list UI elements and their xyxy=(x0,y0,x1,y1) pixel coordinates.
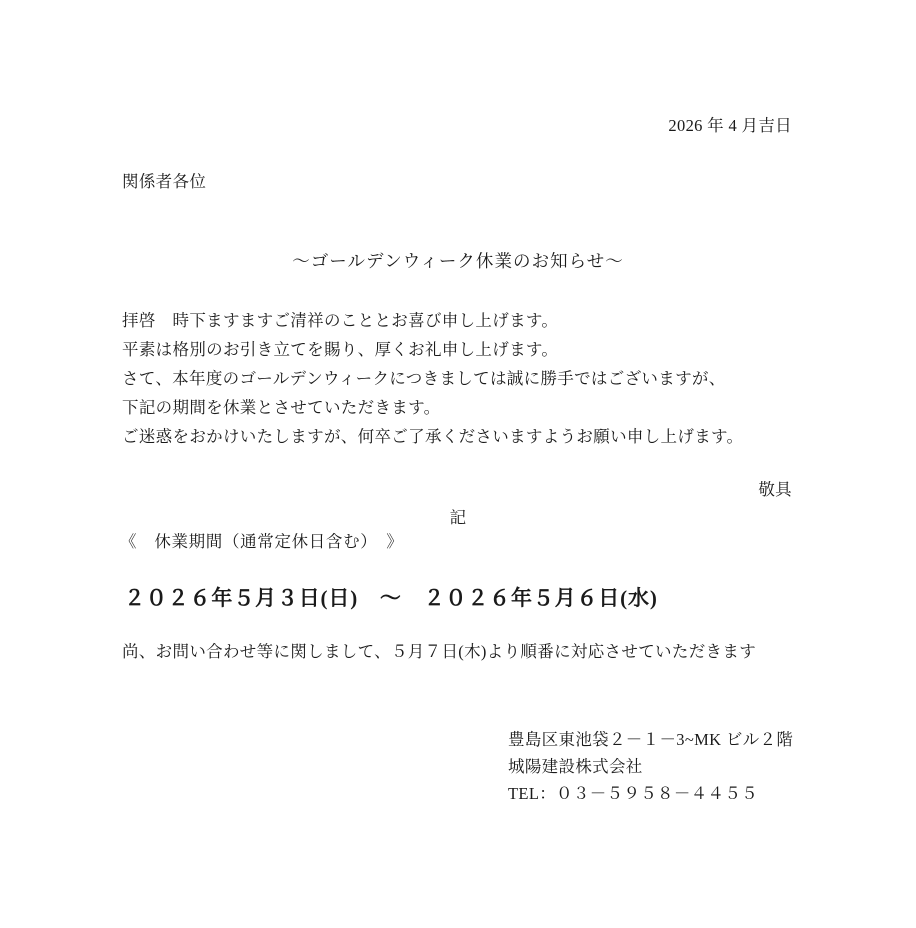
period-label: 《 休業期間（通常定休日含む） 》 xyxy=(120,532,404,551)
ki-marker: 記 xyxy=(449,508,467,527)
footer-address: 豊島区東池袋２－１－3~MK ビル２階 xyxy=(508,730,794,749)
body-line: 平素は格別のお引き立てを賜り、厚くお礼申し上げます。 xyxy=(122,340,559,359)
document-footer xyxy=(508,726,793,807)
period-dates: ２０２６年５月３日(日) 〜 ２０２６年５月６日(水) xyxy=(124,586,658,610)
document-closing: 敬具 xyxy=(758,480,792,499)
footer-company: 城陽建設株式会社 xyxy=(508,757,643,776)
document-addressee: 関係者各位 xyxy=(122,172,207,191)
document-date: 2026 年 4 月吉日 xyxy=(668,116,792,135)
inquiry-note: 尚、お問い合わせ等に関しまして、５月７日(木)より順番に対応させていただきます xyxy=(122,642,757,661)
body-line: 拝啓 時下ますますご清祥のこととお喜び申し上げます。 xyxy=(122,311,559,330)
body-line: ご迷惑をおかけいたしますが、何卒ご了承くださいますようお願い申し上げます。 xyxy=(122,427,744,446)
document-body xyxy=(122,306,743,451)
document-title: ～ゴールデンウィーク休業のお知らせ～ xyxy=(292,251,624,271)
body-line: さて、本年度のゴールデンウィークにつきましては誠に勝手ではございますが、 xyxy=(122,369,726,388)
footer-telephone: TEL：０３－５９５８－４４５５ xyxy=(508,784,759,803)
body-line: 下記の期間を休業とさせていただきます。 xyxy=(122,398,441,417)
